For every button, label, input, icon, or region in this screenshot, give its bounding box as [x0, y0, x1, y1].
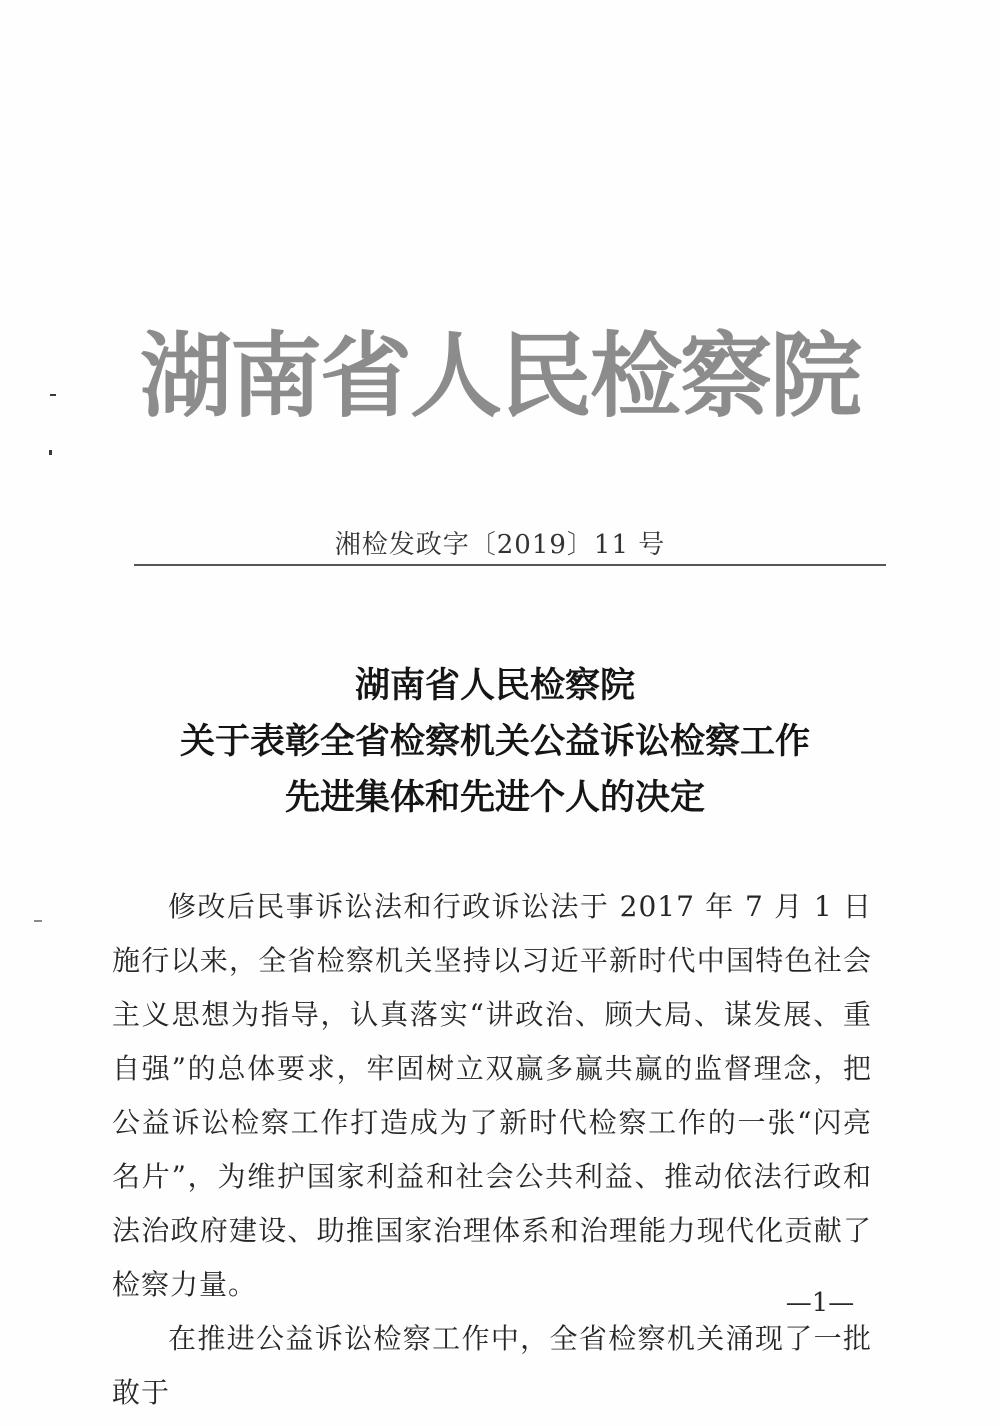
page-number: —1—	[785, 1288, 855, 1318]
title-line-2: 关于表彰全省检察机关公益诉讼检察工作	[179, 722, 810, 762]
document-number: 湘检发政字〔2019〕11 号	[334, 530, 666, 560]
title-line-1: 湖南省人民检察院	[354, 666, 635, 706]
binding-hole-mark	[49, 450, 52, 455]
binding-hole-mark	[50, 394, 56, 396]
document-body	[112, 880, 872, 1420]
issuer-header: 湖南省人民检察院	[139, 323, 860, 430]
body-paragraph-1: 修改后民事诉讼法和行政诉讼法于 2017 年 7 月 1 日施行以来，全省检察机关坚持以习近平新时代中国特色社会主义思想为指导，认真落实“讲政治、顾大局、谋发展、重自强”的总体要求，牢固树立双赢多赢共赢的监督理念，把公益诉讼检察工作打造成为了新时代检察工作的一张“闪亮名片”，为维护国家利益和社会公共利益、推动依法行政和法治政府建设、助推国家治理体系和治理能力现代化贡献了检察力量。	[112, 890, 872, 1301]
document-title	[100, 658, 890, 826]
binding-hole-mark	[34, 920, 42, 922]
body-paragraph-2: 在推进公益诉讼检察工作中，全省检察机关涌现了一批敢于	[112, 1322, 872, 1409]
header-divider-line	[134, 564, 886, 566]
title-line-3: 先进集体和先进个人的决定	[284, 778, 705, 818]
